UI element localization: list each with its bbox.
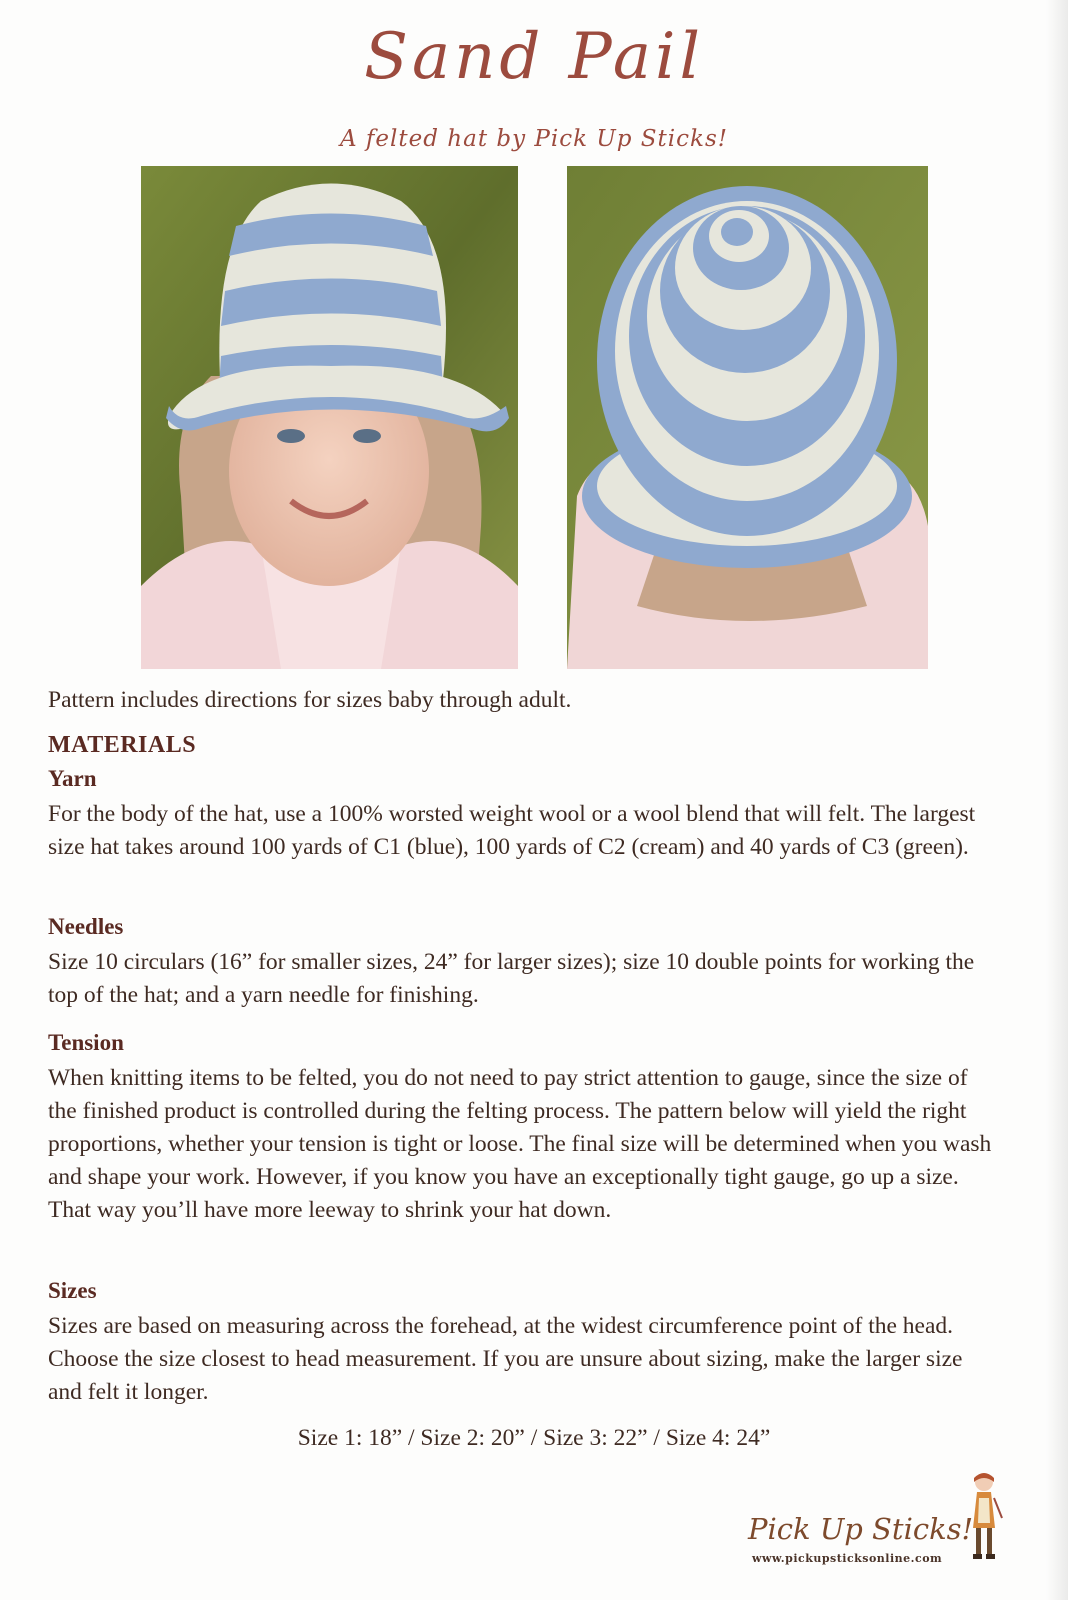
sizes-heading: Sizes: [48, 1278, 97, 1303]
logo-url: www.pickupsticksonline.com: [752, 1552, 943, 1565]
needles-text: Size 10 circulars (16” for smaller sizes, 24” for larger sizes); size 10 double points for working the top of the hat; and a yarn needle for finishing.: [48, 949, 975, 1008]
tension-heading: Tension: [48, 1030, 124, 1055]
intro-text: Pattern includes directions for sizes baby through adult.: [48, 687, 572, 713]
logo-name: Pick Up Sticks!: [748, 1512, 974, 1546]
photo-hat-front: [141, 166, 518, 669]
logo-girl-icon: [964, 1468, 1004, 1568]
page-edge-shadow: [1046, 0, 1068, 1600]
pattern-title: Sand Pail: [364, 20, 704, 94]
materials-heading: MATERIALS: [48, 732, 197, 758]
pick-up-sticks-logo: [744, 1468, 1014, 1578]
needles-heading: Needles: [48, 914, 124, 939]
photo-hat-top: [567, 166, 928, 669]
sizes-list: Size 1: 18” / Size 2: 20” / Size 3: 22” / Size 4: 24”: [297, 1425, 771, 1451]
tension-text: When knitting items to be felted, you do not need to pay strict attention to gauge, since the size of the finished product is controlled during the felting process. The pattern below will yield the right proportions, whether your tension is tight or loose. The final size will be determined when you wash and shape your work. However, if you know you have an exceptionally tight gauge, go up a size. That way you’ll have more leeway to shrink your hat down.: [48, 1065, 992, 1223]
sizes-text: Sizes are based on measuring across the forehead, at the widest circumference point of the head. Choose the size closest to head measurement. If you are unsure about sizing, make the larger size and felt it longer.: [48, 1313, 963, 1405]
pattern-subtitle: A felted hat by Pick Up Sticks!: [340, 126, 728, 152]
yarn-text: For the body of the hat, use a 100% worsted weight wool or a wool blend that will felt. The largest size hat takes around 100 yards of C1 (blue), 100 yards of C2 (cream) and 40 yards of C3 (green).: [48, 801, 976, 860]
yarn-heading: Yarn: [48, 766, 97, 791]
